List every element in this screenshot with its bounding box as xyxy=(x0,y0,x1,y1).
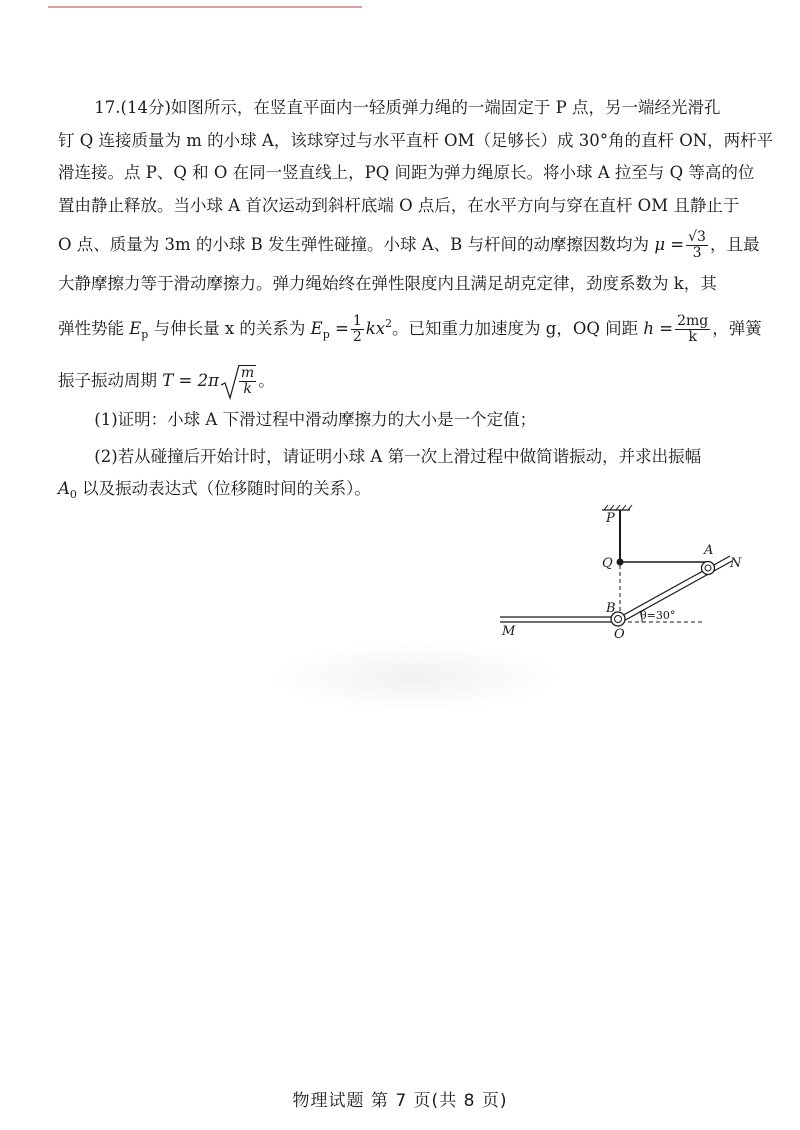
physics-diagram xyxy=(492,502,742,652)
label-m: M xyxy=(502,624,516,639)
half-denominator: 2 xyxy=(352,328,362,345)
h-denominator: k xyxy=(688,328,697,345)
line7-tail: ，弹簧 xyxy=(712,318,762,338)
mu-denominator: 3 xyxy=(692,245,702,261)
part-1: (1)证明：小球 A 下滑过程中滑动摩擦力的大小是一个定值； xyxy=(94,410,537,429)
ep-subscript: p xyxy=(141,327,149,341)
ep-eq-subscript: p xyxy=(322,327,330,341)
mu-label: μ = xyxy=(654,235,685,254)
label-q: Q xyxy=(602,556,613,571)
period-numerator: m xyxy=(240,365,255,381)
half-fraction xyxy=(351,314,364,345)
ball-a xyxy=(702,562,715,575)
ceiling-hatch xyxy=(604,505,632,510)
amplitude-symbol: A xyxy=(58,479,70,498)
problem-line-1 xyxy=(58,92,748,125)
line7-text-b: 与伸长量 x 的关系为 xyxy=(153,318,306,338)
line8-tail: 。 xyxy=(258,370,275,390)
mu-fraction xyxy=(686,230,708,261)
label-a: A xyxy=(704,543,714,558)
problem-line-7: 弹性势能 $E_p$ 与伸长量 x 的关系为 $E_p$ = $\frac{1}{2}$ $kx^2$。已知重力加速度为 g，OQ 间距 h = $\frac{2mg}{k}$ ，弹簧 xyxy=(58,312,762,345)
line7-text-a: 弹性势能 xyxy=(58,318,124,338)
radical-sign-icon xyxy=(219,363,241,401)
label-angle: θ=30° xyxy=(640,609,676,622)
scan-smudge xyxy=(270,642,560,712)
line7-text-c: 。已知重力加速度为 g，OQ 间距 xyxy=(392,318,639,338)
part-2-text: 以及振动表达式（位移随时间的关系）。 xyxy=(76,479,371,498)
problem-line-5 xyxy=(58,222,760,268)
line8-text: 振子振动周期 xyxy=(58,370,157,390)
h-numerator: 2mg xyxy=(677,312,709,329)
ep-symbol: E xyxy=(129,318,142,338)
problem-line-2: 钉 Q 连接质量为 m 的小球 A，该球穿过与水平直杆 OM（足够长）成 30°角的直杆 ON，两杆平 xyxy=(58,130,774,150)
label-o: O xyxy=(614,627,625,642)
half-numerator: 1 xyxy=(352,312,362,329)
problem-line-8 xyxy=(58,358,748,405)
ep-eq-symbol: E xyxy=(310,318,323,338)
line5-text: O 点、质量为 3m 的小球 B 发生弹性碰撞。小球 A、B 与杆间的动摩擦因数均为 xyxy=(58,235,650,254)
problem-line-4: 置由静止释放。当小球 A 首次运动到斜杆底端 O 点后，在水平方向与穿在直杆 OM 且静止于 xyxy=(58,195,740,215)
page-footer: 物理试题 第 7 页(共 8 页) xyxy=(292,1091,508,1111)
line5-tail: ，且最 xyxy=(709,235,760,254)
period-denominator: k xyxy=(243,381,252,397)
period-fraction xyxy=(239,365,256,397)
problem-text-1: 如图所示，在竖直平面内一轻质弹力绳的一端固定于 P 点，另一端经光滑孔 xyxy=(170,98,721,117)
label-n: N xyxy=(730,556,742,571)
top-divider-line xyxy=(48,6,362,8)
rod-on-lower xyxy=(620,561,732,623)
amplitude-subscript: 0 xyxy=(69,488,77,501)
square-exponent: 2 xyxy=(385,316,393,330)
h-label: h = xyxy=(643,318,674,338)
period-label: T = 2π xyxy=(162,370,219,390)
problem-number: 17. xyxy=(94,98,121,117)
kx-term: kx xyxy=(365,318,386,338)
problem-line-3: 滑连接。点 P、Q 和 O 在同一竖直线上，PQ 间距为弹力绳原长。将小球 A 拉至与 Q 等高的位 xyxy=(58,163,755,182)
problem-17 xyxy=(58,92,774,512)
problem-score: (14分) xyxy=(120,98,171,117)
problem-line-6: 大静摩擦力等于滑动摩擦力。弹力绳始终在弹性限度内且满足胡克定律，劲度系数为 k，其 xyxy=(58,274,717,293)
label-b: B xyxy=(606,601,616,616)
part-2-line-1: (2)若从碰撞后开始计时，请证明小球 A 第一次上滑过程中做简谐振动，并求出振幅 xyxy=(94,446,702,466)
sqrt-radical xyxy=(219,358,241,404)
mu-numerator: √3 xyxy=(688,229,706,245)
label-p: P xyxy=(606,511,615,526)
h-fraction xyxy=(675,314,710,345)
